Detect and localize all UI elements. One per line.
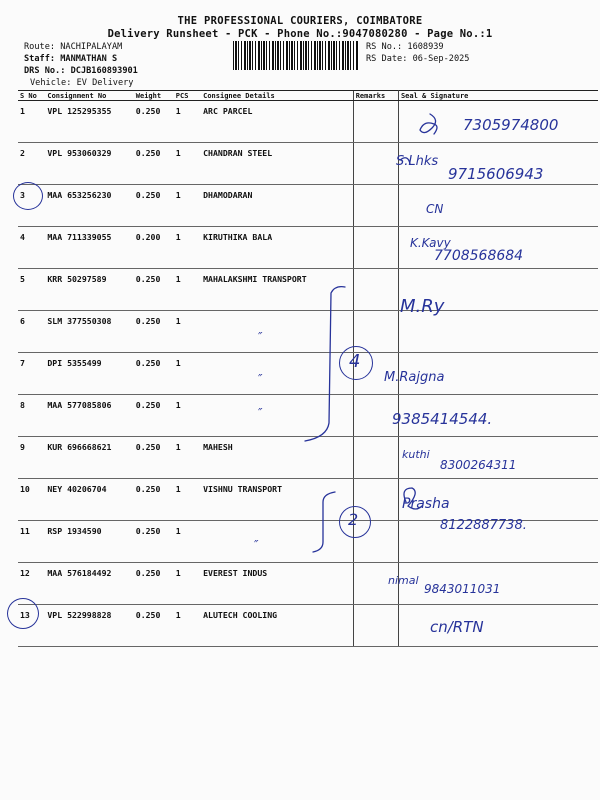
cell-weight: 0.200 [134,227,174,269]
cell-pcs: 1 [174,269,201,311]
cell-pcs: 1 [174,521,201,563]
cell-consignee: MAHESH [201,437,353,479]
cell-consignee: MAHALAKSHMI TRANSPORT [201,269,353,311]
staff-label: Staff: [24,54,56,64]
ditto-mark-row8: ″ [258,406,263,420]
cell-pcs: 1 [174,311,201,353]
cell-consignment-no: KRR 50297589 [45,269,133,311]
table-row [18,563,598,605]
ditto-mark-row11: ″ [254,538,259,552]
cell-weight: 0.250 [134,521,174,563]
cell-weight: 0.250 [134,143,174,185]
cell-sno: 4 [18,227,45,269]
table-header-row [18,91,598,101]
signature-row5: M.Ry [400,296,445,317]
cell-weight: 0.250 [134,311,174,353]
cell-remarks [353,227,398,269]
drs-label: DRS No.: [24,66,66,76]
cell-weight: 0.250 [134,269,174,311]
cell-consignee [201,311,353,353]
signature-row3: CN [426,202,444,216]
cell-consignment-no: VPL 953060329 [45,143,133,185]
signature-row2-name: S.Lhks [396,154,439,169]
cell-consignee: KIRUTHIKA BALA [201,227,353,269]
cell-consignment-no: MAA 577085806 [45,395,133,437]
cell-consignment-no: RSP 1934590 [45,521,133,563]
col-sno: S No [18,91,45,101]
signature-row9-phone: 8300264311 [440,458,517,472]
cell-sno: 7 [18,353,45,395]
signature-row2-phone: 9715606943 [448,165,544,183]
cell-consignee: CHANDRAN STEEL [201,143,353,185]
cell-sno: 11 [18,521,45,563]
table-row [18,269,598,311]
cell-consignee [201,353,353,395]
rs-number: RS No.: 1608939 [366,42,444,52]
cell-pcs: 1 [174,185,201,227]
signature-row8: 9385414544. [392,410,493,428]
cell-remarks [353,185,398,227]
company-title: THE PROFESSIONAL COURIERS, COIMBATORE [177,15,423,27]
cell-weight: 0.250 [134,353,174,395]
col-seal-signature: Seal & Signature [398,91,598,101]
cell-pcs: 1 [174,101,201,143]
drs-number: DCJB160893901 [70,66,138,76]
cell-weight: 0.250 [134,563,174,605]
cell-sno: 5 [18,269,45,311]
signature-row12-phone: 9843011031 [424,582,501,596]
rs-date: RS Date: 06-Sep-2025 [366,54,470,64]
cell-consignee: DHAMODARAN [201,185,353,227]
table-row [18,605,598,647]
col-consignment: Consignment No [45,91,133,101]
cell-sno: 8 [18,395,45,437]
drs-line [24,66,138,76]
col-pcs: PCS [174,91,201,101]
signature-row11: 8122887738. [440,518,527,533]
signature-row4-name: K.Kavy [410,236,451,250]
ditto-mark-row6: ″ [258,330,263,344]
cell-pcs: 1 [174,395,201,437]
cell-sno: 3 [18,185,45,227]
cell-consignee: VISHNU TRANSPORT [201,479,353,521]
cell-sno: 1 [18,101,45,143]
cell-consignee: EVEREST INDUS [201,563,353,605]
cell-weight: 0.250 [134,605,174,647]
table-row [18,311,598,353]
cell-consignment-no: MAA 576184492 [45,563,133,605]
count-circle-a-text: 4 [349,351,361,372]
cell-consignment-no: KUR 696668621 [45,437,133,479]
cell-pcs: 1 [174,143,201,185]
signature-row13: cn/RTN [430,618,484,636]
cell-remarks [353,269,398,311]
cell-remarks [353,605,398,647]
signature-row9-name: kuthi [402,448,430,461]
signature-row1: 7305974800 [463,116,559,134]
cell-signature [398,605,598,647]
cell-consignment-no: VPL 125295355 [45,101,133,143]
cell-sno: 2 [18,143,45,185]
cell-remarks [353,101,398,143]
count-circle-b-text: 2 [348,510,359,529]
table-row [18,353,598,395]
route-text: Route: NACHIPALAYAM [24,42,123,52]
cell-weight: 0.250 [134,185,174,227]
cell-remarks [353,437,398,479]
cell-weight: 0.250 [134,479,174,521]
cell-pcs: 1 [174,605,201,647]
cell-sno: 10 [18,479,45,521]
cell-consignment-no: DPI 5355499 [45,353,133,395]
cell-sno: 13 [18,605,45,647]
signature-row7: M.Rajgna [384,370,445,385]
cell-sno: 6 [18,311,45,353]
cell-consignment-no: VPL 522998828 [45,605,133,647]
cell-consignee [201,521,353,563]
row3-circle-mark [13,182,43,210]
cell-sno: 9 [18,437,45,479]
table-row [18,395,598,437]
signature-row12-name: nimal [388,574,419,587]
vehicle-text: Vehicle: EV Delivery [30,78,134,88]
row13-circle-mark [7,598,39,629]
cell-consignment-no: SLM 377550308 [45,311,133,353]
cell-consignee: ALUTECH COOLING [201,605,353,647]
col-weight: Weight [134,91,174,101]
signature-row4-phone: 7708568684 [434,248,524,264]
cell-pcs: 1 [174,563,201,605]
cell-pcs: 1 [174,227,201,269]
staff-line [24,54,117,64]
staff-name: MANMATHAN S [60,54,118,64]
ditto-mark-row7: ″ [258,372,263,386]
cell-consignment-no: MAA 653256230 [45,185,133,227]
cell-weight: 0.250 [134,437,174,479]
table-row [18,479,598,521]
cell-consignment-no: NEY 40206704 [45,479,133,521]
cell-weight: 0.250 [134,395,174,437]
cell-remarks [353,143,398,185]
cell-consignee: ARC PARCEL [201,101,353,143]
signature-row10: Prasha [402,496,450,512]
cell-pcs: 1 [174,479,201,521]
table-row [18,185,598,227]
cell-weight: 0.250 [134,101,174,143]
col-consignee: Consignee Details [201,91,353,101]
cell-pcs: 1 [174,437,201,479]
col-remarks: Remarks [353,91,398,101]
cell-consignee [201,395,353,437]
cell-consignment-no: MAA 711339055 [45,227,133,269]
runsheet-subtitle: Delivery Runsheet - PCK - Phone No.:9047080280 - Page No.:1 [107,28,493,40]
cell-pcs: 1 [174,353,201,395]
cell-sno: 12 [18,563,45,605]
barcode-image [233,41,359,70]
